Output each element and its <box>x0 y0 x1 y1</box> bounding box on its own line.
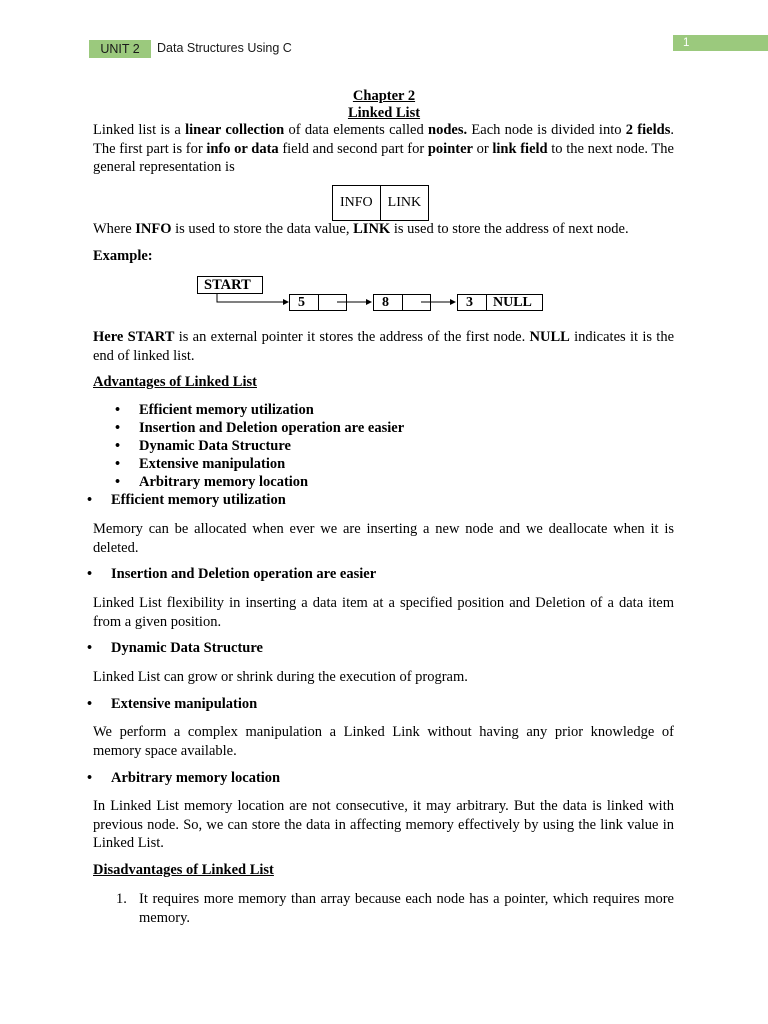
list-item: • Dynamic Data Structure <box>93 437 404 455</box>
list-node-2 <box>373 294 431 311</box>
item-text: It requires more memory than array because each node has a pointer, which requires more memory. <box>139 891 674 926</box>
advantage-detail-text: In Linked List memory location are not consecutive, it may arbitrary. But the data is linked with previous node. So, we can store the data in affecting memory effectively by using the link value in Linked List. <box>93 798 674 851</box>
list-item: • Arbitrary memory location <box>93 473 404 491</box>
advantages-heading: Advantages of Linked List <box>93 374 257 390</box>
list-item: • Extensive manipulation <box>93 455 404 473</box>
info-cell: INFO <box>340 195 373 210</box>
unit-badge: UNIT 2 <box>89 40 151 58</box>
node-value: 3 <box>466 295 473 310</box>
node-value: 5 <box>298 295 305 310</box>
advantage-detail-heading: • Extensive manipulation <box>87 696 258 712</box>
intro-paragraph: Linked list is a linear collection of data elements called nodes. Each node is divided into 2 fields. The first part is for info or data field and second part for pointer or link field to the next node. The general representation is <box>93 122 674 175</box>
link-cell: LINK <box>380 186 428 220</box>
page-number: 1 <box>673 35 768 51</box>
disadvantages-heading: Disadvantages of Linked List <box>93 862 274 878</box>
list-node-1 <box>289 294 347 311</box>
advantage-detail-heading: • Dynamic Data Structure <box>87 640 263 656</box>
list-item: • Insertion and Deletion operation are easier <box>93 419 404 437</box>
advantage-detail-heading: • Efficient memory utilization <box>87 492 286 508</box>
item-number: 1. <box>116 891 127 907</box>
list-item <box>93 890 674 927</box>
advantage-detail-text: Linked List flexibility in inserting a data item at a specified position and Deletion of a data item from a given position. <box>93 595 674 630</box>
advantages-list <box>93 401 404 491</box>
advantage-detail-heading: • Arbitrary memory location <box>87 770 281 786</box>
advantage-detail-text: Linked List can grow or shrink during the execution of program. <box>93 669 468 685</box>
advantage-detail-text: Memory can be allocated when ever we are inserting a new node and we deallocate when it is deleted. <box>93 521 674 556</box>
example-label: Example: <box>93 248 153 264</box>
chapter-title: Chapter 2 <box>352 88 416 104</box>
where-paragraph: Where INFO is used to store the data value, LINK is used to store the address of next node. <box>93 221 629 237</box>
start-explanation: Here START is an external pointer it stores the address of the first node. NULL indicates it is the end of linked list. <box>93 329 675 364</box>
advantage-detail-text: We perform a complex manipulation a Linked Link without having any prior knowledge of memory space available. <box>93 724 674 759</box>
null-label: NULL <box>493 295 532 310</box>
advantage-detail-heading: • Insertion and Deletion operation are easier <box>87 566 377 582</box>
start-arrow <box>217 294 288 302</box>
node-value: 8 <box>382 295 389 310</box>
start-pointer-box: START <box>197 276 263 294</box>
document-title: Data Structures Using C <box>157 41 292 55</box>
list-item: • Efficient memory utilization <box>93 401 404 419</box>
linked-list-arrows <box>0 0 768 330</box>
list-node-3 <box>457 294 543 311</box>
chapter-subtitle: Linked List <box>347 105 421 121</box>
